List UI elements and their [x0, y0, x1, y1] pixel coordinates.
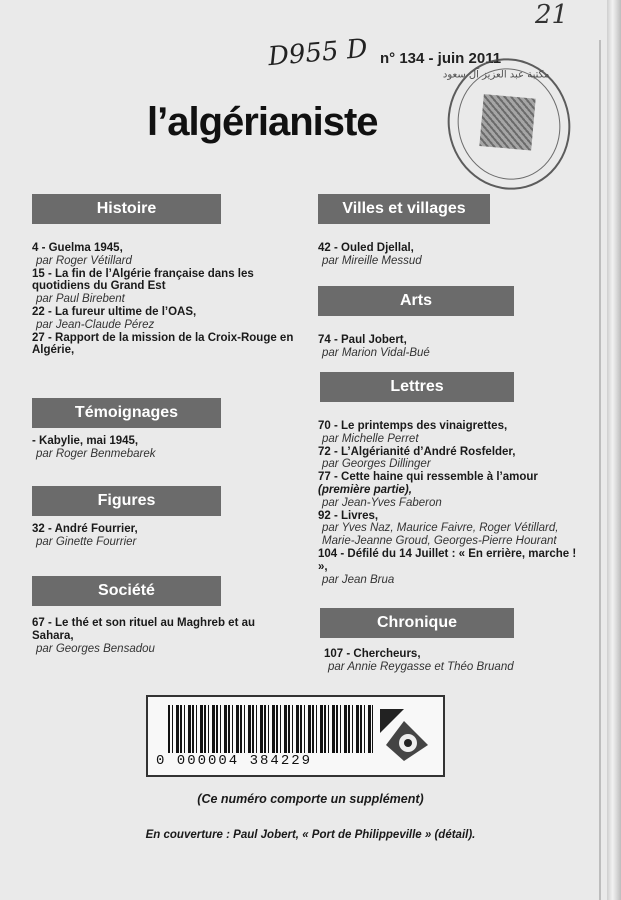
entry-title: 107 - Chercheurs,: [324, 648, 421, 660]
section-list-chronique: [324, 648, 586, 674]
entry-title: 15 - La fin de l’Algérie française dans les quotidiens du Grand Est: [32, 267, 254, 293]
publisher-logo-icon: [378, 707, 430, 763]
entry-title: 22 - La fureur ultime de l’OAS,: [32, 305, 197, 318]
cover-credit: En couverture : Paul Jobert, « Port de Philippeville » (détail).: [145, 829, 476, 841]
section-heading-societe: Société: [32, 576, 221, 606]
entry-title: - Kabylie, mai 1945,: [32, 435, 139, 447]
entry-author: par Georges Dillinger: [322, 458, 431, 471]
entry-title: 72 - L’Algérianité d’André Rosfelder,: [318, 445, 516, 458]
entry-author: par Ginette Fourrier: [36, 535, 137, 548]
entry-author: par Georges Bensadou: [36, 642, 155, 655]
section-heading-villes: Villes et villages: [318, 194, 490, 224]
section-heading-arts: Arts: [318, 286, 514, 316]
section-heading-temoignages: Témoignages: [32, 398, 221, 428]
entry-author: par Jean-Claude Pérez: [36, 318, 155, 331]
entry-title: 92 - Livres,: [318, 509, 379, 522]
entry-title: 67 - Le thé et son rituel au Maghreb et au Sahara,: [32, 617, 256, 642]
entry-author: par Annie Reygasse et Théo Bruand: [328, 660, 514, 673]
barcode-digits: 0 000004 384229: [156, 753, 313, 769]
issue-number: n° 134 - juin 2011: [380, 50, 502, 67]
stamp-text: مكتبة عبد العزيز آل سعود: [442, 69, 550, 81]
section-list-lettres: [318, 420, 584, 586]
entry-title: 32 - André Fourrier,: [32, 523, 138, 535]
stamp-emblem: [479, 94, 535, 150]
library-stamp: [433, 44, 585, 203]
section-heading-lettres: Lettres: [320, 372, 514, 402]
entry-title: 104 - Défilé du 14 Juillet : « En errière, marche ! »,: [318, 547, 577, 573]
section-list-arts: [318, 334, 580, 360]
page-edge: [607, 0, 621, 900]
section-heading-figures: Figures: [32, 486, 221, 516]
issue-scribble: D955 D: [266, 33, 369, 73]
entry-author: par Jean-Yves Faberon: [322, 496, 442, 509]
section-list-societe: [32, 617, 297, 655]
entry-author: par Marion Vidal-Bué: [322, 346, 430, 359]
barcode-label: [146, 695, 445, 777]
entry-subtitle: (première partie),: [318, 483, 412, 496]
entry-author: par Jean Brua: [322, 573, 395, 586]
entry-title: 4 - Guelma 1945,: [32, 242, 123, 254]
handwritten-mark: 21: [535, 0, 569, 30]
page-fold-line: [599, 40, 601, 900]
section-list-temoignages: [32, 435, 297, 461]
entry-author: par Paul Birebent: [36, 293, 125, 306]
section-heading-chronique: Chronique: [320, 608, 514, 638]
supplement-note: (Ce numéro comporte un supplément): [197, 792, 424, 806]
entry-author: par Yves Naz, Maurice Faivre, Roger Vétillard, Marie-Jeanne Groud, Georges-Pierre Hourant: [322, 522, 559, 548]
section-list-figures: [32, 523, 297, 549]
entry-author: par Michelle Perret: [322, 432, 419, 445]
entry-title: 77 - Cette haine qui ressemble à l’amour: [318, 471, 538, 484]
section-list-villes: [318, 242, 580, 268]
entry-author: par Mireille Messud: [322, 254, 422, 267]
section-heading-histoire: Histoire: [32, 194, 221, 224]
entry-author: par Roger Benmebarek: [36, 447, 156, 460]
entry-title: 42 - Ouled Djellal,: [318, 242, 414, 254]
masthead-title: l’algérianiste: [147, 100, 378, 144]
entry-title: 70 - Le printemps des vinaigrettes,: [318, 420, 508, 432]
barcode-bars: [168, 705, 373, 753]
section-list-histoire: [32, 242, 297, 357]
entry-title: 27 - Rapport de la mission de la Croix-Rouge en Algérie,: [32, 331, 294, 357]
entry-title: 74 - Paul Jobert,: [318, 334, 407, 346]
entry-author: par Roger Vétillard: [36, 254, 132, 267]
